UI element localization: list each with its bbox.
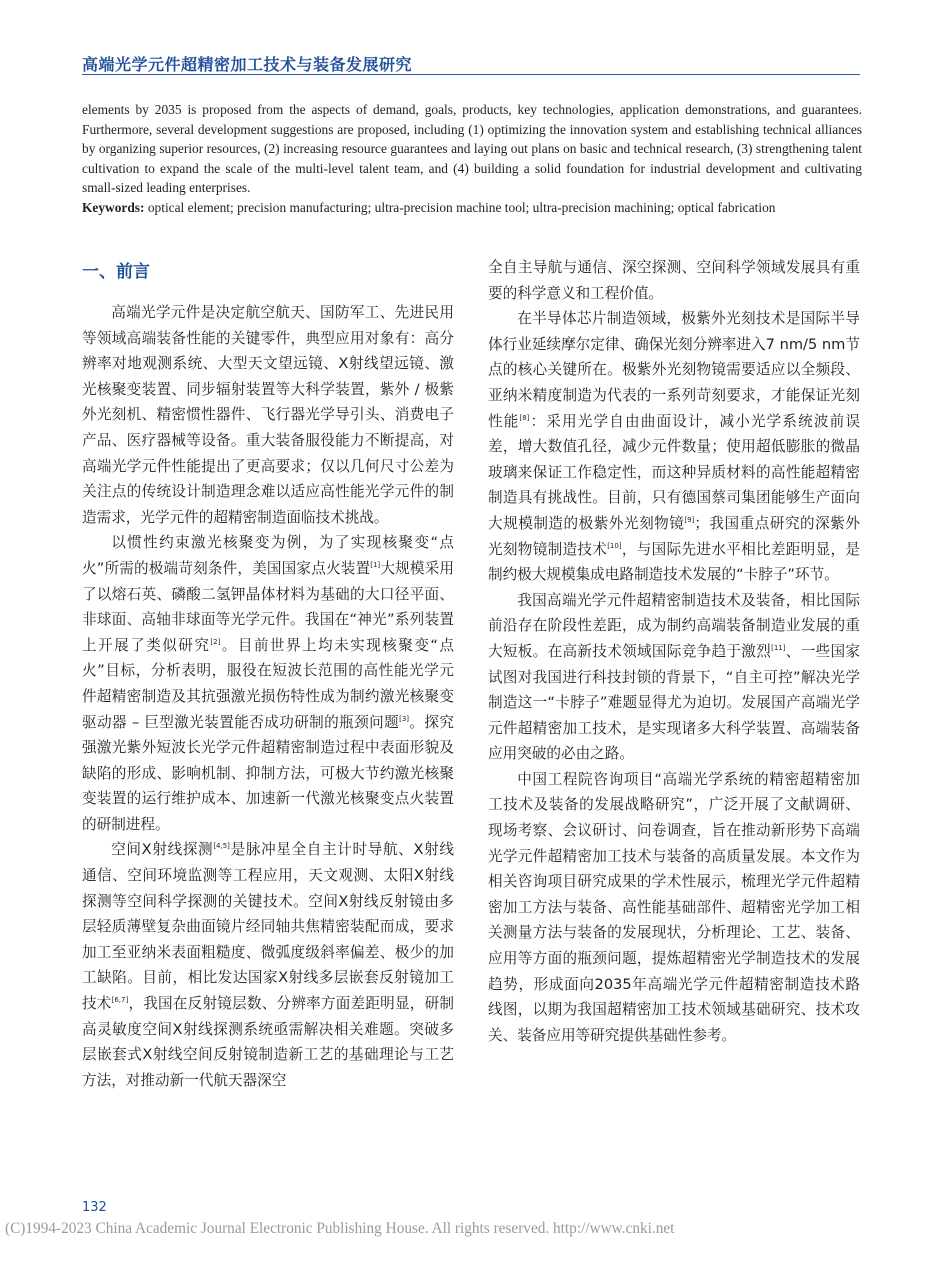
- paragraph: 高端光学元件是决定航空航天、国防军工、先进民用等领域高端装备性能的关键零件，典型应用对象有：高分辨率对地观测系统、大型天文望远镜、X射线望远镜、激光核聚变装置、同步辐射装置等大科学装置，紫外 / 极紫外光刻机、精密惯性器件、飞行器光学导引头、消费电子产品、医疗器械等设备。重大装备服役能力不断提高，对高端光学元件性能提出了更高要求；仅以几何尺寸公差为关注点的传统设计制造理念难以适应高性能光学元件的制造需求，光学元件的超精密制造面临技术挑战。: [82, 304, 454, 526]
- paragraph: [488, 306, 860, 588]
- text-run: ，我国在反射镜层数、分辨率方面差距明显，研制高灵敏度空间X射线探测系统亟需解决相关难题。突破多层嵌套式X射线空间反射镜制造新工艺的基础理论与工艺方法，对推动新一代航天器深空: [82, 995, 454, 1089]
- citation-ref: [2]: [210, 637, 221, 646]
- page-number: 132: [82, 1200, 107, 1215]
- paragraph: [82, 530, 454, 837]
- citation-ref: [10]: [607, 541, 622, 550]
- paragraph: 中国工程院咨询项目“高端光学系统的精密超精密加工技术及装备的发展战略研究”，广泛开展了文献调研、现场考察、会议研讨、问卷调查，旨在推动新形势下高端光学元件超精密加工技术与装备的高质量发展。本文作为相关咨询项目研究成果的学术性展示，梳理光学元件超精密加工方法与装备、高性能基础部件、超精密光学加工相关测量方法与装备的发展现状，分析理论、工艺、装备、应用等方面的瓶颈问题，提炼超精密光学制造技术的发展趋势，形成面向2035年高端光学元件超精密制造技术路线图，以期为我国超精密加工技术领域基础研究、技术攻关、装备应用等研究提供基础性参考。: [488, 770, 860, 1044]
- text-run: ：采用光学自由曲面设计，减小光学系统波前误差，增大数值孔径，减少元件数量；使用超低膨胀的微晶玻璃来保证工作稳定性，而这种异质材料的高性能超精密制造具有挑战性。目前，只有德国蔡司集团能够生产面向大规模制造的极紫外光刻物镜: [488, 412, 860, 532]
- text-run: 空间X射线探测: [111, 841, 214, 859]
- paragraph-continued: 全自主导航与通信、深空探测、空间科学领域发展具有重要的科学意义和工程价值。: [488, 259, 860, 302]
- citation-ref: [1]: [370, 560, 381, 569]
- text-run: 是脉冲星全自主计时导航、X射线通信、空间环境监测等工程应用，天文观测、太阳X射线探测等空间科学探测的关键技术。空间X射线反射镜由多层轻质薄壁复杂曲面镜片经同轴共焦精密装配而成，要求加工至亚纳米表面粗糙度、微弧度级斜率偏差、极少的加工缺陷。目前，相比发达国家X射线多层嵌套反射镜加工技术: [82, 841, 455, 1013]
- paragraph: [488, 588, 860, 767]
- text-run: 在半导体芯片制造领域，极紫外光刻技术是国际半导体行业延续摩尔定律、确保光刻分辨率进入7 nm/5 nm节点的核心关键所在。极紫外光刻物镜需要适应以全频段、亚纳米精度制造为代表的一系列苛刻要求，才能保证光刻性能: [488, 310, 860, 430]
- left-column: [82, 300, 454, 1093]
- header-divider: [82, 74, 860, 75]
- section-heading-preface: 一、前言: [82, 262, 150, 282]
- citation-ref: [3]: [399, 714, 410, 723]
- english-abstract: [82, 100, 862, 218]
- right-column: [488, 255, 860, 1048]
- citation-ref: [8]: [519, 413, 530, 422]
- keywords-label: Keywords:: [82, 199, 145, 215]
- text-run: ；我国重点研究的深紫外光刻物镜制造技术: [488, 514, 860, 558]
- text-run: ，与国际先进水平相比差距明显，是制约极大规模集成电路制造技术发展的“卡脖子”环节。: [488, 540, 860, 584]
- text-run: 、一些国家试图对我国进行科技封锁的背景下，“自主可控”解决光学制造这一“卡脖子”难题显得尤为迫切。发展国产高端光学元件超精密加工技术，是实现诸多大科学装置、高端装备应用突破的必由之路。: [488, 642, 860, 763]
- text-run: 以惯性约束激光核聚变为例，为了实现核聚变“点火”所需的极端苛刻条件，美国国家点火装置: [82, 534, 454, 577]
- text-run: 我国高端光学元件超精密制造技术及装备，相比国际前沿存在阶段性差距，成为制约高端装备制造业发展的重大短板。在高新技术领域国际竞争趋于激烈: [488, 591, 860, 660]
- text-run: 。目前世界上均未实现核聚变“点火”目标，分析表明，服役在短波长范围的高性能光学元件超精密制造及其抗强激光损伤特性成为制约激光核聚变驱动器 – 巨型激光装置能否成功研制的瓶颈问题: [82, 636, 454, 731]
- keywords-line: [82, 198, 862, 218]
- paragraph: [82, 837, 454, 1093]
- keywords-list: optical element; precision manufacturing; ultra-precision machine tool; ultra-precision machining; optical fabrication: [144, 199, 776, 215]
- running-header-title: 高端光学元件超精密加工技术与装备发展研究: [82, 55, 413, 74]
- citation-ref: [9]: [684, 515, 695, 524]
- abstract-text: elements by 2035 is proposed from the aspects of demand, goals, products, key technologies, application demonstrations, and guarantees. Furthermore, several development suggestions are proposed, including (1) optimizing the innovation system and establishing technical alliances by organizing superior resources, (2) increasing resource guarantees and laying out plans on basic and technical research, (3) strengthening talent cultivation to expand the scale of the multi-level talent team, and (4) building a solid foundation for industrial development and cultivating small-sized leading enterprises.: [82, 102, 862, 196]
- citation-ref: [6,7]: [111, 996, 129, 1005]
- text-run: 大规模采用了以熔石英、磷酸二氢钾晶体材料为基础的大口径平面、非球面、高轴非球面等光学元件。我国在“神光”系列装置上开展了类似研究: [82, 559, 454, 654]
- copyright-notice: (C)1994-2023 China Academic Journal Electronic Publishing House. All rights reserved. http://www.cnki.net: [5, 1220, 675, 1237]
- citation-ref: [4,5]: [213, 842, 230, 851]
- text-run: 。探究强激光紫外短波长光学元件超精密制造过程中表面形貌及缺陷的形成、影响机制、抑制方法，可极大节约激光核聚变装置的运行维护成本、加速新一代激光核聚变点火装置的研制进程。: [82, 713, 454, 833]
- citation-ref: [11]: [771, 643, 786, 652]
